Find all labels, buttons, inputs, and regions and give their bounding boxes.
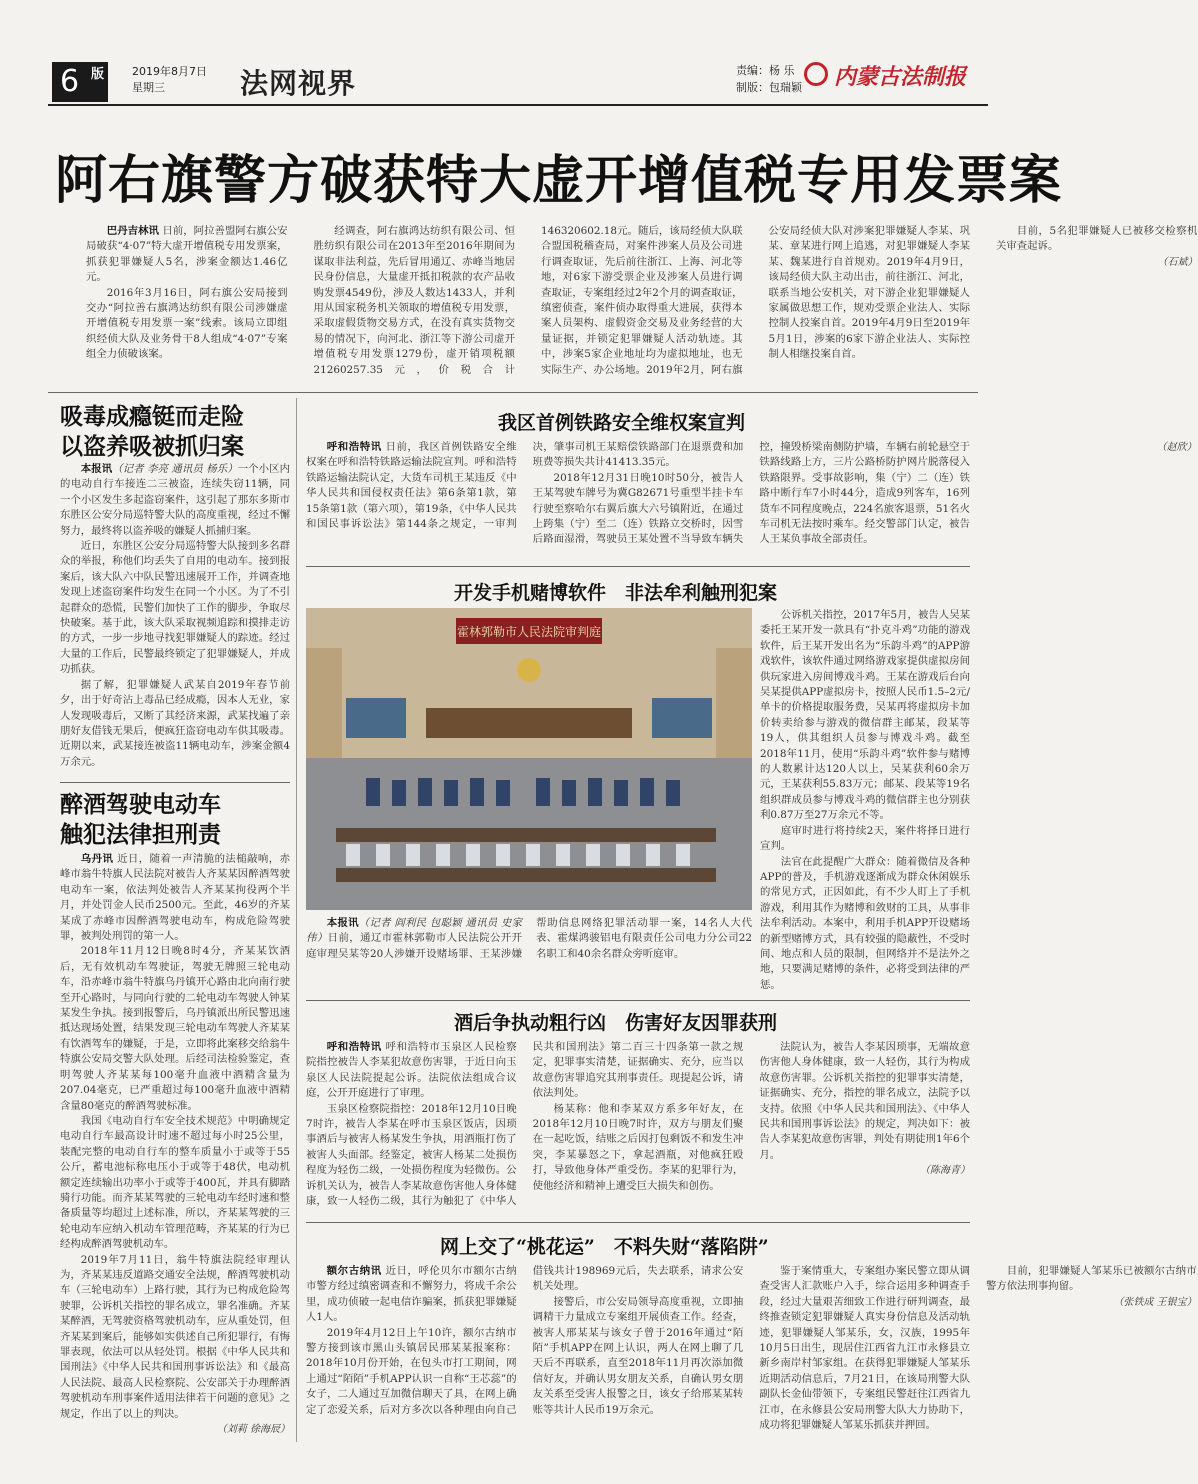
- paragraph: 近日，呼伦贝尔市额尔古纳市警方经过缜密调查和不懈努力，将成千余公里，成功侦破一起电信诈骗案，抓获犯罪嫌疑人1人。: [306, 1265, 517, 1324]
- divider: [60, 782, 290, 783]
- paragraph: 2019年7月11日，翁牛特旗法院经审理认为，齐某某违反道路交通安全法规，醉酒驾驶机动车（三轮电动车）上路行驶，其行为已构成危险驾驶罪，公诉机关指控的罪名成立，罪名准确。齐某某醉酒，无驾驶资格驾驶机动车，应从重处罚，但齐某某到案后，能够如实供述自己所犯罪行，有悔罪表现，依法可以从轻处罚。根据《中华人民共和国刑法》《中华人民共和国刑事诉讼法》和《最高人民法院、最高人民检察院、公安部关于办理醉酒驾驶机动车刑事案件适用法律若干问题的意见》之规定，作出了以上的判决。: [60, 1253, 290, 1420]
- courtroom-image: [306, 608, 752, 910]
- article-railway-body: [306, 440, 1197, 560]
- divider: [306, 1222, 970, 1223]
- divider: [48, 392, 978, 393]
- newspaper-logo-icon: [804, 62, 828, 86]
- paragraph: 玉泉区检察院指控：2018年12月10日晚7时许，被告人李某在呼市玉泉区饭店，因琐事酒后与被害人杨某发生争执，用酒瓶打伤了被害人头面部。经鉴定，被害人杨某二处损伤程度为轻伤二级，一处损伤程度为轻微伤。公诉机关认为，被告人李某故意伤害他人身体健康，致一人轻伤二级，其行为触犯了《中华人民共和国刑法》第二百三十四条第一款之规定，犯罪事实清楚，证据确实、充分，应当以故意伤害罪追究其刑事责任。现提起公诉，请依法判处。: [306, 1041, 744, 1208]
- author: （记者 李亮 通讯员 杨乐）: [112, 463, 238, 475]
- lead-paragraph: 目前，5名犯罪嫌疑人已被移交检察机关审查起诉。: [996, 225, 1198, 253]
- byline: 本报讯: [326, 917, 359, 929]
- lead-paragraph: 日前，阿拉善盟阿右旗公安局破获“4·07”特大虚开增值税专用发票案，抓获犯罪嫌疑人5名，涉案金额达1.46亿元。: [86, 225, 288, 284]
- editor-text: 责编：杨 乐: [736, 64, 795, 77]
- paragraph: 2018年12月31日晚10时50分，被告人王某驾驶车牌号为冀G82671号重型半挂卡车行驶至察哈尔右翼后旗大六号镇附近，在通过上跨集（宁）至二（连）铁路立交桥时，因雪后路面湿滑，驾驶员王某处置不当导致车辆失控，撞毁桥梁南侧防护墙，车辆右前轮悬空于铁路线路上方，三片公路桥防护网片脱落侵入铁路限界。受事故影响，集（宁）二（连）铁路中断行车7小时44分，造成9列客车，16列货车不同程度晚点，224名旅客退票，51名火车司机无法按时乘车。经交警部门认定，被告人王某负事故全部责任。: [532, 441, 970, 546]
- article-railway-title: 我区首例铁路安全维权案宣判: [498, 412, 746, 434]
- paragraph: 我国《电动自行车安全技术规范》中明确规定电动自行车最高设计时速不超过每小时25公里，装配完整的电动自行车的整车质量小于或等于55公斤，蓄电池标称电压小于或等于48伏，电动机额定连续输出功率小于或等于400瓦，并具有脚踏骑行功能。而齐某某驾驶的三轮电动车经时速和整备质量等均超过上述标准，所以，齐某某驾驶的三轮电动车应纳入机动车管理范畴，齐某某的行为已经构成醉酒驾驶机动车。: [60, 1114, 290, 1251]
- paragraph: 近日，东胜区公安分局巡特警大队接到多名群众的举报，称他们均丢失了自用的电动车。接到报案后，该大队六中队民警迅速展开工作，并调查地发现上述盗窃案件均发生在同一个小区。为了不引起群众的恐慌，民警们加快了工作的脚步，争取尽快破案。基于此，该大队采取视频追踪和摸排走访的方式，一步一步地寻找犯罪嫌疑人的踪迹。经过大量的工作后，民警最终锁定了犯罪嫌疑人，并成功抓获。: [60, 540, 290, 676]
- paragraph: 公诉机关指控，2017年5月，被告人吴某委托王某开发一款具有“扑克斗鸡”功能的游戏软件，后王某开发出名为“乐韵斗鸡”的APP游戏软件，该软件通过网络游戏家提供虚拟房间供玩家进入房间博戏斗鸡。王某在游戏后台向吴某提供APP虚拟房卡，按照人民币1.5–2元/单卡的价格提取服务费，吴某再将虚拟房卡加价转卖给参与游戏的微信群主邮某，段某等19人，供其组织人员参与博戏斗鸡。截至2018年11月，使用“乐韵斗鸡”软件参与赌博的人数累计达120人以上，吴某获利60余万元，王某获利55.83万元；邮某、段某等19名组织群成员参与博戏斗鸡的微信群主也分别获利0.87万至27万余元不等。: [760, 609, 970, 822]
- paragraph: 法院认为，被告人李某因琐事，无端故意伤害他人身体健康，致一人轻伤，其行为构成故意伤害罪。公诉机关指控的犯罪事实清楚，证据确实、充分，指控的罪名成立，法院予以支持。依照《中华人民共和国刑法》、《中华人民共和国刑事诉讼法》的规定，判决如下：被告人李某犯故意伤害罪，判处有期徒刑1年6个月。: [759, 1041, 970, 1161]
- paragraph: 呼和浩特市玉泉区人民检察院指控被告人李某犯故意伤害罪，于近日向玉泉区人民法院提起公诉。法院依法组成合议庭，公开开庭进行了审理。: [306, 1041, 517, 1100]
- page-suffix: 版: [90, 67, 104, 82]
- article-ebike-title: [60, 790, 290, 850]
- weekday-text: 星期三: [132, 81, 165, 94]
- byline: 本报讯: [80, 463, 113, 475]
- byline: 呼和浩特讯: [326, 441, 382, 453]
- paragraph: 日前，我区首例铁路安全维权案在呼和浩特铁路运输法院宣判。呼和浩特铁路运输法院认定，大货车司机王某违反《中华人民共和国侵权责任法》第6条第1款，第15条第1款（第六项），第19条，《中华人民共和国民事诉讼法》第144条之规定，一审判决，肇事司机王某赔偿铁路部门在退票费和加班费等损失共计41413.35元。: [306, 441, 744, 531]
- paragraph: 鉴于案情重大，专案组办案民警立即从调查受害人汇款账户入手，综合运用多种调查手段，经过大量艰苦细致工作进行研判调查，最终推查锁定犯罪嫌疑人真实身份信息及活动轨迹，犯罪嫌疑人邹某乐，女，汉族，1995年10月5日出生，现居住江西省九江市永修县立新乡南岸村邹家组。在获得犯罪嫌疑人邹某乐近期活动信息后，7月21日，在该局刑警大队副队长金仙带领下，专案组民警赶往江西省九江市，在永修县公安局刑警大队大力协助下，成功将犯罪嫌疑人邹某乐抓获并押回。: [759, 1265, 970, 1432]
- paragraph: 杨某称：他和李某双方系多年好友，在2018年12月10日晚7时许，双方与朋友们聚在一起吃饭，结账之后因打包剩饭不和发生冲突，李某暴怒之下，拿起酒瓶，对他疯狂殴打，导致他身体严重受伤。李某的犯罪行为，使他经济和精神上遭受巨大损失和创伤。: [532, 1102, 744, 1192]
- author: （记者 阎利民 包聪颖 通讯员 史家伟）: [306, 917, 523, 945]
- lead-paragraph: 2016年3月16日，阿右旗公安局接到交办“阿拉善右旗鸿达纺织有限公司涉嫌虚开增值税专用发票一案”线索。该局立即组织经侦大队及业务骨干8人组成“4·07”专案组全力侦破该案。: [86, 286, 288, 361]
- section-name: 法网视界: [240, 67, 357, 100]
- article-ebike-body: [60, 852, 290, 1436]
- article-gambling-body-b: [760, 608, 970, 1036]
- lead-credit: （石斌）: [1157, 256, 1198, 268]
- editor-credits: [736, 62, 802, 96]
- lead-body: [86, 224, 1198, 380]
- title-line: 触犯法律担刑责: [60, 821, 221, 848]
- paragraph: 一个小区内的电动自行车接连二三被盗，连续失窃11辆，同一个小区发生多起盗窃案件，这引起了那东多斯市东胜区公安分局巡特警大队的高度重视，经过不懈努力，最终将以盗养吸的嫌疑人抓捕归案。: [60, 463, 290, 537]
- title-line: 醉酒驾驶电动车: [60, 791, 221, 818]
- credit: （张铁成 王银宝）: [1113, 1296, 1197, 1308]
- paragraph: 目前，犯罪嫌疑人邹某乐已被额尔古纳市警方依法刑事拘留。: [985, 1265, 1197, 1293]
- lead-paragraph: 经调查，阿右旗鸿达纺织有限公司、恒胜纺织有限公司在2013年至2016年期间为谋取非法利益，先后冒用通辽、赤峰当地居民身份信息，大量虚开抵扣税款的农产品收购发票4549份，涉及人数达1433人，并利用从国家税务机关领取的增值税专用发票，采取虚假货物交易方式，在没有真实货物交易的情况下，向河北、浙江等下游公司虚开增值税专用发票1279份，虚开销项税额21260257.35元，价税合计146320602.18元。随后，该局经侦大队联合盟国税稽查局，对案件涉案人员及公司进行调查取证，先后前往浙江、上海、河北等地，对6家下游受票企业及涉案人员进行调查取证，专案组经过2年2个月的调查取证，缜密侦查，案件侦办取得重大进展，获得本案人员架构、虚假资金交易及业务经营的大量证据，并锁定犯罪嫌疑人活动轨迹。其中，涉案5家企业地址均为虚拟地址，也无实际生产、办公场地。2019年2月，阿右旗公安局经侦大队对涉案犯罪嫌疑人李某、巩某、章某进行网上追逃，对犯罪嫌疑人李某某、魏某进行自首规劝。2019年4月9日，该局经侦大队主动出击，前往浙江、河北，联系当地公安机关，对下游企业犯罪嫌疑人家属做思想工作，规劝受票企业法人、实际控制人投案自首。2019年4月9日至2019年5月1日，涉案的6家下游企业法人、实际控制人相继投案自首。: [313, 225, 970, 376]
- header-rule: [48, 104, 988, 106]
- page-number-value: 6: [60, 64, 80, 99]
- paragraph: 近日，随着一声清脆的法槌敲响，赤峰市翁牛特旗人民法院对被告人齐某某因醉酒驾驶电动车一案，依法判处被告人齐某某拘役两个半月，并处罚金人民币2500元。至此，46岁的齐某某成了赤峰市因醉酒驾驶电动车，构成危险驾驶罪，被判处刑罚的第一人。: [60, 853, 290, 943]
- divider: [306, 566, 970, 567]
- byline: 乌丹讯: [80, 853, 114, 865]
- page-number: [52, 62, 108, 102]
- paragraph: 接警后，市公安局领导高度重视，立即抽调精干力量成立专案组开展侦查工作。经查，被害人邢某某与该女子曾于2016年通过“陌陌”手机APP在网上认识，两人在网上聊了几天后不再联系，直至2018年11月再次添加微信好友，并确认男女朋友关系，自确认男女朋友关系至受害人报警之日，该女子给邢某某转账等共计人民币19万余元。: [532, 1295, 744, 1416]
- title-line: 以盗养吸被抓归案: [60, 433, 244, 460]
- byline: 额尔古纳讯: [326, 1265, 382, 1277]
- date-text: 2019年8月7日: [132, 65, 207, 78]
- article-fight-body: [306, 1040, 970, 1218]
- credit: （陈海青）: [919, 1165, 970, 1177]
- paragraph: 据了解，犯罪嫌疑人武某自2019年春节前夕，出于好奇沾上毒品已经成瘾，因本人无业，家人发现吸毒后，又断了其经济来源，武某找遍了亲朋好友借钱无果后，便疯狂盗窃电动车供其吸毒。近期以来，武某接连被盗11辆电动车，涉案金额4万余元。: [60, 678, 290, 768]
- paragraph: 2018年11月12日晚8时4分，齐某某饮酒后，无有效机动车驾驶证，驾驶无牌照三轮电动车，沿赤峰市翁牛特旗乌丹镇开心路由北向南行驶至开心路时，与同向行驶的二轮电动车驾驶人钟某某发生争执。接到报警后，乌丹镇派出所民警迅速抵达现场处置，结果发现三轮电动车驾驶人齐某某有饮酒驾车的嫌疑，于是，立即将此案移交给翁牛特旗公安局交警大队处理。后经司法检验鉴定，查明驾驶人齐某某每100毫升血液中酒精含量为207.04毫克，已严重超过每100毫升血液中酒精含量80毫克的醉酒驾驶标准。: [60, 945, 290, 1112]
- photo-banner: 霍林郭勒市人民法院审判庭: [456, 625, 602, 639]
- article-gambling-title: 开发手机赌博软件 非法牟利触刑犯案: [454, 582, 778, 604]
- article-scam-body: [306, 1264, 1197, 1440]
- issue-date: [132, 64, 207, 96]
- article-drugs-title: [60, 402, 290, 462]
- credit: （刘莉 徐海辰）: [216, 1424, 290, 1436]
- paragraph: 2019年4月12日上午10许，额尔古纳市警方接到该市黑山头镇居民邢某某报案称：2018年10月份开始，在包头市打工期间，网上通过“陌陌”手机APP认识一自称“王芯蕊”的女子，二人通过互加微信聊天了具，在网上确定了恋爱关系，后对方多次以各种理由向自己借钱共计198969元后，失去联系，请求公安机关处理。: [306, 1265, 744, 1416]
- article-drugs-body: [60, 462, 290, 774]
- article-fight-title: 酒后争执动粗行凶 伤害好友因罪获刑: [454, 1012, 778, 1034]
- lead-headline: 阿右旗警方破获特大虚开增值税专用发票案: [55, 150, 1063, 211]
- paragraph: 法官在此提醒广大群众：随着微信及各种APP的普及，手机游戏逐渐成为群众休闲娱乐的常见方式，正因如此，有不少人盯上了手机游戏，利用其作为赌博和敛财的工具，从事非法牟利活动。本案中，利用手机APP开设赌场的新型赌博方式，具有较强的隐蔽性，不受时间、地点和人员的限制，但网络并不是法外之地，只要满足赌博的条件，必将受到法律的严惩。: [760, 855, 970, 991]
- producer-text: 制版：包瑞颖: [736, 81, 802, 94]
- lead-byline: 巴丹吉林讯: [106, 225, 159, 237]
- paragraph: 日前，通辽市霍林郭勒市人民法院公开开庭审理吴某等20人涉嫌开设赌场罪、王某涉嫌帮助信息网络犯罪活动罪一案，14名人大代表、霍煤鸿骏铝电有限责任公司电力分公司22名职工和40余名群众旁听庭审。: [306, 917, 752, 960]
- column-divider: [296, 398, 297, 1442]
- divider: [306, 1000, 970, 1001]
- masthead: 内蒙古法制报: [834, 64, 967, 90]
- title-line: 吸毒成瘾铤而走险: [60, 403, 244, 430]
- paragraph: 庭审时进行将持续2天，案件将择日进行宣判。: [760, 824, 970, 853]
- article-scam-title: 网上交了“桃花运” 不料失财“落陷阱”: [440, 1236, 769, 1258]
- courtroom-photo: [306, 608, 752, 910]
- byline: 呼和浩特讯: [326, 1041, 382, 1053]
- credit: （赵欣）: [1156, 442, 1197, 453]
